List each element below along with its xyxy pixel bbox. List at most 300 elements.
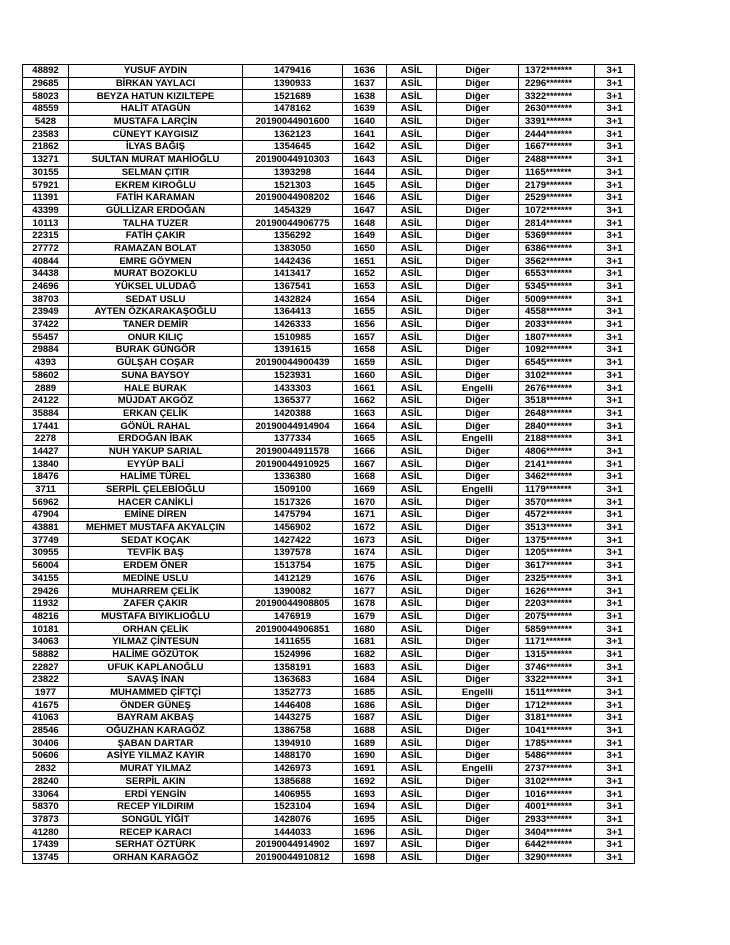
full-name-cell: TALHA TUZER [69,217,243,230]
reference-number-cell: 20190044914902 [243,838,343,851]
category-cell: Diğer [437,217,519,230]
applicant-id-cell: 22315 [23,229,69,242]
full-name-cell: MUHARREM ÇELİK [69,585,243,598]
full-name-cell: ÖNDER GÜNEŞ [69,699,243,712]
sequence-number-cell: 1643 [343,153,387,166]
table-row [23,229,635,242]
apartment-type-cell: 3+1 [595,775,635,788]
applicant-id-cell: 11391 [23,191,69,204]
reference-number-cell: 1510985 [243,331,343,344]
sequence-number-cell: 1689 [343,737,387,750]
apartment-type-cell: 3+1 [595,674,635,687]
status-cell: ASİL [387,648,437,661]
applicant-id-cell: 58602 [23,369,69,382]
apartment-type-cell: 3+1 [595,534,635,547]
sequence-number-cell: 1682 [343,648,387,661]
category-cell: Diğer [437,813,519,826]
applicant-id-cell: 24696 [23,280,69,293]
category-cell: Diğer [437,597,519,610]
full-name-cell: EYYÜP BALİ [69,458,243,471]
masked-id-cell: 3290******* [519,851,595,864]
masked-id-cell: 3322******* [519,90,595,103]
status-cell: ASİL [387,242,437,255]
category-cell: Diğer [437,788,519,801]
applicant-id-cell: 41280 [23,826,69,839]
full-name-cell: HALİME GÖZÜTOK [69,648,243,661]
category-cell: Diğer [437,623,519,636]
category-cell: Engelli [437,432,519,445]
status-cell: ASİL [387,521,437,534]
applicant-id-cell: 28546 [23,724,69,737]
masked-id-cell: 2488******* [519,153,595,166]
status-cell: ASİL [387,597,437,610]
reference-number-cell: 1479416 [243,65,343,78]
applicant-id-cell: 11932 [23,597,69,610]
full-name-cell: MÜJDAT AKGÖZ [69,394,243,407]
sequence-number-cell: 1675 [343,559,387,572]
masked-id-cell: 2444******* [519,128,595,141]
apartment-type-cell: 3+1 [595,585,635,598]
applicant-id-cell: 28240 [23,775,69,788]
masked-id-cell: 3102******* [519,369,595,382]
apartment-type-cell: 3+1 [595,204,635,217]
status-cell: ASİL [387,432,437,445]
applicant-id-cell: 58882 [23,648,69,661]
sequence-number-cell: 1639 [343,103,387,116]
category-cell: Diğer [437,344,519,357]
masked-id-cell: 2840******* [519,420,595,433]
sequence-number-cell: 1697 [343,838,387,851]
table-row [23,356,635,369]
applicant-id-cell: 24122 [23,394,69,407]
apartment-type-cell: 3+1 [595,547,635,560]
category-cell: Diğer [437,750,519,763]
reference-number-cell: 1390082 [243,585,343,598]
applicant-id-cell: 18476 [23,471,69,484]
apartment-type-cell: 3+1 [595,255,635,268]
status-cell: ASİL [387,420,437,433]
apartment-type-cell: 3+1 [595,686,635,699]
masked-id-cell: 1072******* [519,204,595,217]
reference-number-cell: 1397578 [243,547,343,560]
reference-number-cell: 1393298 [243,166,343,179]
masked-id-cell: 6545******* [519,356,595,369]
sequence-number-cell: 1671 [343,509,387,522]
reference-number-cell: 1377334 [243,432,343,445]
applicant-id-cell: 10113 [23,217,69,230]
sequence-number-cell: 1676 [343,572,387,585]
full-name-cell: SERPİL ÇELEBİOĞLU [69,483,243,496]
masked-id-cell: 1667******* [519,141,595,154]
reference-number-cell: 1443275 [243,712,343,725]
apartment-type-cell: 3+1 [595,521,635,534]
applicant-id-cell: 13271 [23,153,69,166]
status-cell: ASİL [387,534,437,547]
reference-number-cell: 20190044910303 [243,153,343,166]
full-name-cell: SAVAŞ İNAN [69,674,243,687]
sequence-number-cell: 1677 [343,585,387,598]
sequence-number-cell: 1655 [343,306,387,319]
reference-number-cell: 1521303 [243,179,343,192]
status-cell: ASİL [387,128,437,141]
masked-id-cell: 5859******* [519,623,595,636]
full-name-cell: HALİME TÜREL [69,471,243,484]
table-row [23,268,635,281]
reference-number-cell: 20190044906851 [243,623,343,636]
applicant-id-cell: 17439 [23,838,69,851]
apartment-type-cell: 3+1 [595,331,635,344]
sequence-number-cell: 1661 [343,382,387,395]
table-row [23,838,635,851]
masked-id-cell: 5369******* [519,229,595,242]
table-row [23,204,635,217]
applicant-id-cell: 34155 [23,572,69,585]
status-cell: ASİL [387,750,437,763]
applicant-id-cell: 37873 [23,813,69,826]
sequence-number-cell: 1696 [343,826,387,839]
masked-id-cell: 3462******* [519,471,595,484]
full-name-cell: ERDİ YENGİN [69,788,243,801]
full-name-cell: EMRE GÖYMEN [69,255,243,268]
apartment-type-cell: 3+1 [595,458,635,471]
category-cell: Engelli [437,483,519,496]
reference-number-cell: 1390933 [243,77,343,90]
reference-number-cell: 20190044914904 [243,420,343,433]
full-name-cell: SUNA BAYSOY [69,369,243,382]
full-name-cell: YUSUF AYDIN [69,65,243,78]
table-row [23,331,635,344]
masked-id-cell: 1372******* [519,65,595,78]
apartment-type-cell: 3+1 [595,217,635,230]
reference-number-cell: 1386758 [243,724,343,737]
masked-id-cell: 3322******* [519,674,595,687]
apartment-type-cell: 3+1 [595,128,635,141]
reference-number-cell: 20190044906775 [243,217,343,230]
reference-number-cell: 1385688 [243,775,343,788]
table-row [23,179,635,192]
reference-number-cell: 1354645 [243,141,343,154]
category-cell: Diğer [437,699,519,712]
apartment-type-cell: 3+1 [595,623,635,636]
table-row [23,318,635,331]
full-name-cell: HALİT ATAGÜN [69,103,243,116]
table-row [23,572,635,585]
status-cell: ASİL [387,115,437,128]
full-name-cell: EKREM KIROĞLU [69,179,243,192]
table-row [23,191,635,204]
sequence-number-cell: 1647 [343,204,387,217]
masked-id-cell: 2529******* [519,191,595,204]
apartment-type-cell: 3+1 [595,635,635,648]
applicant-id-cell: 30155 [23,166,69,179]
table-row [23,77,635,90]
masked-id-cell: 6553******* [519,268,595,281]
applicant-id-cell: 17441 [23,420,69,433]
sequence-number-cell: 1638 [343,90,387,103]
full-name-cell: SELMAN ÇITIR [69,166,243,179]
category-cell: Diğer [437,547,519,560]
applicant-id-cell: 56004 [23,559,69,572]
apartment-type-cell: 3+1 [595,407,635,420]
full-name-cell: YÜKSEL ULUDAĞ [69,280,243,293]
full-name-cell: BAYRAM AKBAŞ [69,712,243,725]
applicant-id-cell: 50606 [23,750,69,763]
sequence-number-cell: 1640 [343,115,387,128]
applicant-id-cell: 35884 [23,407,69,420]
applicant-id-cell: 48216 [23,610,69,623]
apartment-type-cell: 3+1 [595,293,635,306]
reference-number-cell: 20190044908805 [243,597,343,610]
sequence-number-cell: 1665 [343,432,387,445]
apartment-type-cell: 3+1 [595,65,635,78]
category-cell: Diğer [437,268,519,281]
reference-number-cell: 1383050 [243,242,343,255]
applicant-id-cell: 34063 [23,635,69,648]
sequence-number-cell: 1678 [343,597,387,610]
status-cell: ASİL [387,483,437,496]
full-name-cell: ORHAN KARAGÖZ [69,851,243,864]
full-name-cell: MEHMET MUSTAFA AKYALÇIN [69,521,243,534]
full-name-cell: TANER DEMİR [69,318,243,331]
category-cell: Diğer [437,851,519,864]
table-row [23,166,635,179]
reference-number-cell: 1426973 [243,762,343,775]
table-row [23,394,635,407]
applicant-id-cell: 23949 [23,306,69,319]
full-name-cell: MURAT BOZOKLU [69,268,243,281]
status-cell: ASİL [387,204,437,217]
results-table [22,64,635,864]
applicant-id-cell: 21862 [23,141,69,154]
category-cell: Diğer [437,458,519,471]
apartment-type-cell: 3+1 [595,750,635,763]
apartment-type-cell: 3+1 [595,724,635,737]
apartment-type-cell: 3+1 [595,306,635,319]
status-cell: ASİL [387,813,437,826]
masked-id-cell: 3391******* [519,115,595,128]
reference-number-cell: 1420388 [243,407,343,420]
full-name-cell: RECEP KARACI [69,826,243,839]
apartment-type-cell: 3+1 [595,394,635,407]
masked-id-cell: 1165******* [519,166,595,179]
full-name-cell: ERDEM ÖNER [69,559,243,572]
apartment-type-cell: 3+1 [595,661,635,674]
category-cell: Engelli [437,686,519,699]
sequence-number-cell: 1686 [343,699,387,712]
sequence-number-cell: 1683 [343,661,387,674]
table-body [23,65,635,864]
masked-id-cell: 2648******* [519,407,595,420]
sequence-number-cell: 1681 [343,635,387,648]
reference-number-cell: 1411655 [243,635,343,648]
table-row [23,674,635,687]
applicant-id-cell: 14427 [23,445,69,458]
status-cell: ASİL [387,458,437,471]
applicant-id-cell: 47904 [23,509,69,522]
reference-number-cell: 1412129 [243,572,343,585]
table-row [23,623,635,636]
applicant-id-cell: 37749 [23,534,69,547]
table-row [23,788,635,801]
apartment-type-cell: 3+1 [595,242,635,255]
status-cell: ASİL [387,255,437,268]
sequence-number-cell: 1662 [343,394,387,407]
table-row [23,762,635,775]
masked-id-cell: 5345******* [519,280,595,293]
apartment-type-cell: 3+1 [595,141,635,154]
applicant-id-cell: 48559 [23,103,69,116]
category-cell: Diğer [437,153,519,166]
masked-id-cell: 2296******* [519,77,595,90]
table-row [23,724,635,737]
category-cell: Diğer [437,229,519,242]
category-cell: Diğer [437,635,519,648]
category-cell: Diğer [437,559,519,572]
full-name-cell: FATİH ÇAKIR [69,229,243,242]
apartment-type-cell: 3+1 [595,851,635,864]
apartment-type-cell: 3+1 [595,483,635,496]
reference-number-cell: 1406955 [243,788,343,801]
category-cell: Diğer [437,318,519,331]
status-cell: ASİL [387,547,437,560]
apartment-type-cell: 3+1 [595,77,635,90]
sequence-number-cell: 1636 [343,65,387,78]
full-name-cell: SEDAT USLU [69,293,243,306]
table-row [23,597,635,610]
status-cell: ASİL [387,103,437,116]
category-cell: Diğer [437,471,519,484]
sequence-number-cell: 1672 [343,521,387,534]
full-name-cell: AYTEN ÖZKARAKAŞOĞLU [69,306,243,319]
sequence-number-cell: 1690 [343,750,387,763]
status-cell: ASİL [387,166,437,179]
apartment-type-cell: 3+1 [595,762,635,775]
apartment-type-cell: 3+1 [595,280,635,293]
sequence-number-cell: 1667 [343,458,387,471]
apartment-type-cell: 3+1 [595,318,635,331]
table-row [23,128,635,141]
apartment-type-cell: 3+1 [595,496,635,509]
applicant-id-cell: 23583 [23,128,69,141]
apartment-type-cell: 3+1 [595,153,635,166]
reference-number-cell: 1364413 [243,306,343,319]
apartment-type-cell: 3+1 [595,191,635,204]
category-cell: Diğer [437,128,519,141]
table-row [23,826,635,839]
table-row [23,483,635,496]
sequence-number-cell: 1651 [343,255,387,268]
masked-id-cell: 6386******* [519,242,595,255]
reference-number-cell: 1523104 [243,800,343,813]
sequence-number-cell: 1698 [343,851,387,864]
status-cell: ASİL [387,141,437,154]
category-cell: Diğer [437,445,519,458]
reference-number-cell: 1336380 [243,471,343,484]
status-cell: ASİL [387,572,437,585]
masked-id-cell: 2188******* [519,432,595,445]
category-cell: Diğer [437,826,519,839]
masked-id-cell: 6442******* [519,838,595,851]
status-cell: ASİL [387,445,437,458]
sequence-number-cell: 1680 [343,623,387,636]
sequence-number-cell: 1646 [343,191,387,204]
full-name-cell: ORHAN ÇELİK [69,623,243,636]
full-name-cell: EMİNE DİREN [69,509,243,522]
masked-id-cell: 3570******* [519,496,595,509]
category-cell: Diğer [437,674,519,687]
category-cell: Diğer [437,534,519,547]
table-row [23,851,635,864]
category-cell: Diğer [437,331,519,344]
table-row [23,648,635,661]
reference-number-cell: 1476919 [243,610,343,623]
apartment-type-cell: 3+1 [595,610,635,623]
full-name-cell: SONGÜL YİĞİT [69,813,243,826]
masked-id-cell: 2179******* [519,179,595,192]
applicant-id-cell: 56962 [23,496,69,509]
table-row [23,610,635,623]
reference-number-cell: 1433303 [243,382,343,395]
applicant-id-cell: 38703 [23,293,69,306]
masked-id-cell: 1626******* [519,585,595,598]
sequence-number-cell: 1695 [343,813,387,826]
sequence-number-cell: 1694 [343,800,387,813]
table-row [23,635,635,648]
apartment-type-cell: 3+1 [595,90,635,103]
category-cell: Diğer [437,407,519,420]
applicant-id-cell: 37422 [23,318,69,331]
masked-id-cell: 2203******* [519,597,595,610]
reference-number-cell: 1524996 [243,648,343,661]
table-row [23,141,635,154]
table-row [23,280,635,293]
apartment-type-cell: 3+1 [595,699,635,712]
full-name-cell: BURAK GÜNGÖR [69,344,243,357]
status-cell: ASİL [387,471,437,484]
table-row [23,496,635,509]
reference-number-cell: 1475794 [243,509,343,522]
masked-id-cell: 2737******* [519,762,595,775]
apartment-type-cell: 3+1 [595,268,635,281]
category-cell: Diğer [437,420,519,433]
sequence-number-cell: 1658 [343,344,387,357]
full-name-cell: GÜLŞAH COŞAR [69,356,243,369]
sequence-number-cell: 1685 [343,686,387,699]
reference-number-cell: 1367541 [243,280,343,293]
full-name-cell: RECEP YILDIRIM [69,800,243,813]
apartment-type-cell: 3+1 [595,597,635,610]
table-row [23,255,635,268]
applicant-id-cell: 41675 [23,699,69,712]
masked-id-cell: 4558******* [519,306,595,319]
applicant-id-cell: 30955 [23,547,69,560]
masked-id-cell: 2141******* [519,458,595,471]
status-cell: ASİL [387,686,437,699]
full-name-cell: SERPİL AKIN [69,775,243,788]
table-row [23,369,635,382]
status-cell: ASİL [387,293,437,306]
full-name-cell: OĞUZHAN KARAGÖZ [69,724,243,737]
sequence-number-cell: 1687 [343,712,387,725]
applicant-id-cell: 13745 [23,851,69,864]
reference-number-cell: 20190044910925 [243,458,343,471]
apartment-type-cell: 3+1 [595,559,635,572]
applicant-id-cell: 13840 [23,458,69,471]
applicant-id-cell: 29426 [23,585,69,598]
sequence-number-cell: 1656 [343,318,387,331]
apartment-type-cell: 3+1 [595,712,635,725]
applicant-id-cell: 3711 [23,483,69,496]
